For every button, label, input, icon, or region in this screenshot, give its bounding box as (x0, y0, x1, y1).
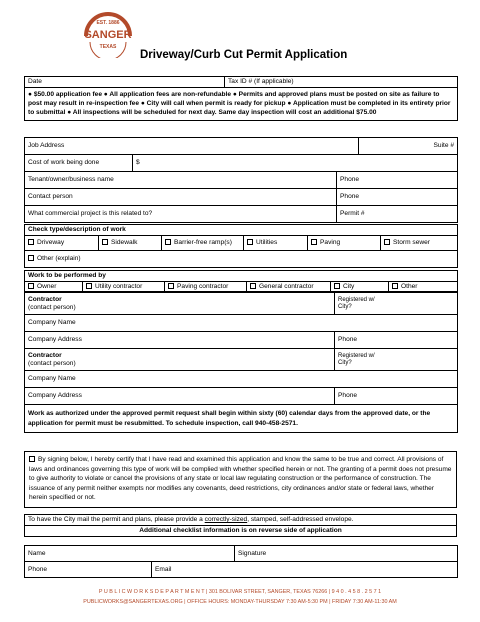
registered-city-label: City? (338, 359, 352, 366)
mail-text-before: To have the City mail the permit and plans, please provide a (28, 516, 205, 524)
company-phone-1-label: Phone (338, 336, 358, 344)
checkbox-icon (28, 283, 34, 289)
paving-label: Paving (320, 239, 341, 247)
suite-field[interactable] (359, 138, 458, 155)
checkbox-other[interactable] (389, 281, 458, 292)
work-type-table (24, 224, 458, 268)
logo-est-text: EST. 1886 (96, 20, 120, 26)
contractor-1-label: Contractor (28, 295, 62, 303)
date-label: Date (28, 78, 42, 86)
contractor-1-contact: (contact person) (28, 303, 76, 311)
signature-label: Signature (238, 549, 267, 557)
company-name-1-label: Company Name (28, 319, 76, 327)
job-address-label: Job Address (28, 142, 65, 150)
cost-label: Cost of work being done (25, 155, 133, 172)
contractor-1-field[interactable] (25, 293, 335, 315)
suite-label: Suite # (433, 142, 455, 150)
checkbox-other-explain[interactable] (25, 251, 458, 268)
tenant-label: Tenant/owner/business name (28, 176, 114, 184)
phone-field[interactable] (25, 562, 152, 578)
checklist-notice: Additional checklist information is on reverse side of application (25, 526, 457, 537)
storm-sewer-label: Storm sewer (393, 239, 431, 247)
page-title: Driveway/Curb Cut Permit Application (140, 49, 348, 61)
checkbox-icon (102, 239, 108, 245)
company-address-1-label: Company Address (28, 336, 82, 344)
company-address-2-label: Company Address (28, 392, 82, 400)
company-address-2-field[interactable] (25, 388, 335, 405)
tax-id-field[interactable] (225, 77, 458, 88)
date-field[interactable] (25, 77, 225, 88)
registered-label: Registered w/ (338, 296, 375, 303)
sidewalk-label: Sidewalk (111, 239, 138, 247)
company-name-2-label: Company Name (28, 375, 76, 383)
checkbox-owner[interactable] (25, 281, 83, 292)
barrier-free-label: Barrier-free ramp(s) (174, 239, 232, 247)
authorization-notice: Work as authorized under the approved permit request shall begin within sixty (60) calendar days from the approved date, or the application for permit must be resubmitted. To schedule inspection, call 940-458-2571. (25, 405, 458, 433)
contact-phone-field[interactable] (337, 189, 458, 206)
header-table (24, 76, 458, 121)
cost-field[interactable] (133, 155, 458, 172)
checkbox-icon (250, 283, 256, 289)
checkbox-storm-sewer[interactable] (381, 236, 458, 251)
paving-contractor-label: Paving contractor (177, 282, 229, 290)
performed-by-heading: Work to be performed by (25, 271, 458, 282)
checkbox-icon (247, 239, 253, 245)
contact-phone-label: Phone (340, 193, 360, 201)
registered-city-label: City? (338, 303, 352, 310)
contractor-1-registered[interactable] (335, 293, 458, 315)
company-phone-2-field[interactable] (335, 388, 458, 405)
dollar-sign: $ (136, 159, 140, 167)
footer-contact: PUBLICWORKS@SANGERTEXAS.ORG | OFFICE HOURS: MONDAY-THURSDAY 7:30 AM-5:30 PM | FRIDAY 7:30 AM-11:30 AM (83, 599, 397, 605)
phone-label: Phone (28, 565, 48, 573)
general-contractor-label: General contractor (259, 282, 314, 290)
company-name-1-field[interactable] (25, 315, 458, 332)
mail-notice (25, 515, 457, 526)
footer-address: P U B L I C W O R K S D E P A R T M E N T | 301 BOLIVAR STREET, SANGER, TEXAS 76266 | 9 4 0 . 4 5 8 . 2 5 7 1 (98, 589, 382, 595)
other-label: Other (401, 282, 418, 290)
contractor-2-label: Contractor (28, 351, 62, 359)
other-explain-label: Other (explain) (37, 255, 81, 263)
utility-contractor-label: Utility contractor (95, 282, 143, 290)
checkbox-driveway[interactable] (25, 236, 99, 251)
owner-label: Owner (37, 282, 57, 290)
sanger-seal-logo (78, 6, 138, 58)
work-type-heading: Check type/description of work (25, 225, 458, 236)
checkbox-city[interactable] (331, 281, 389, 292)
city-label: City (343, 282, 355, 290)
checkbox-icon (28, 239, 34, 245)
registered-label: Registered w/ (338, 352, 375, 359)
checkbox-general-contractor[interactable] (247, 281, 331, 292)
contractor-2-registered[interactable] (335, 349, 458, 371)
tenant-phone-field[interactable] (337, 172, 458, 189)
logo-texas-text: TEXAS (99, 44, 117, 50)
checkbox-sidewalk[interactable] (99, 236, 162, 251)
checkbox-icon (334, 283, 340, 289)
checkbox-utility-contractor[interactable] (83, 281, 165, 292)
contractor-table (24, 292, 458, 433)
company-name-2-field[interactable] (25, 371, 458, 388)
checkbox-icon[interactable] (29, 456, 35, 462)
fee-notice: ● $50.00 application fee ● All application fees are non-refundable ● Permits and approved plans must be posted on site as failure to post may result in re-inspection fee ● City will call when permit is ready for pickup ● Application must be completed in its entirety prior to submittal ● All inspections will be scheduled for next day. Same day inspection will cost an additional $75.00 (25, 88, 458, 121)
mail-table (24, 514, 457, 537)
checkbox-paving[interactable] (308, 236, 381, 251)
signature-table (24, 545, 458, 578)
logo-name-text: SANGER (84, 29, 132, 41)
checkbox-icon (311, 239, 317, 245)
contractor-2-contact: (contact person) (28, 359, 76, 367)
checkbox-icon (28, 255, 34, 261)
checkbox-paving-contractor[interactable] (165, 281, 247, 292)
name-field[interactable] (25, 546, 235, 562)
checkbox-icon (168, 283, 174, 289)
checkbox-utilities[interactable] (244, 236, 308, 251)
checkbox-icon (392, 283, 398, 289)
company-phone-1-field[interactable] (335, 332, 458, 349)
tax-id-label: Tax ID # (If applicable) (228, 78, 294, 86)
certification-box (24, 451, 457, 508)
checkbox-icon (86, 283, 92, 289)
company-phone-2-label: Phone (338, 392, 358, 400)
driveway-label: Driveway (37, 239, 65, 247)
checkbox-icon (384, 239, 390, 245)
mail-text-underlined: correctly-sized (204, 516, 248, 524)
checkbox-barrier-free-ramp[interactable] (162, 236, 244, 251)
contractor-2-field[interactable] (25, 349, 335, 371)
email-field[interactable] (152, 562, 458, 578)
job-address-field[interactable] (25, 138, 359, 155)
email-label: Email (155, 565, 172, 573)
contact-label: Contact person (28, 193, 73, 201)
utilities-label: Utilities (256, 239, 278, 247)
permit-label: Permit # (340, 210, 365, 218)
project-field[interactable] (25, 206, 337, 223)
signature-field[interactable] (235, 546, 458, 562)
project-label: What commercial project is this related to? (28, 210, 153, 218)
certification-text: By signing below, I hereby certify that I have read and examined this application and know the same to be true and correct. All provisions of laws and ordinances governing this type of work will be complied with whether specified herein or not. The granting of a permit does not presume to give authority to violate or cancel the provisions of any state or local law regulating construction or the performance of construction. The issuance of any permit neither exempts nor modifies any covenants, deed restrictions, city ordinances and/or state or federal laws, whether herein specified or not. (29, 456, 452, 502)
performed-by-table (24, 270, 458, 292)
tenant-field[interactable] (25, 172, 337, 189)
checkbox-icon (165, 239, 171, 245)
permit-field[interactable] (337, 206, 458, 223)
name-label: Name (28, 549, 46, 557)
contact-field[interactable] (25, 189, 337, 206)
job-info-table (24, 137, 458, 223)
mail-text-after: , stamped, self-addressed envelope. (247, 516, 354, 524)
tenant-phone-label: Phone (340, 176, 360, 184)
company-address-1-field[interactable] (25, 332, 335, 349)
